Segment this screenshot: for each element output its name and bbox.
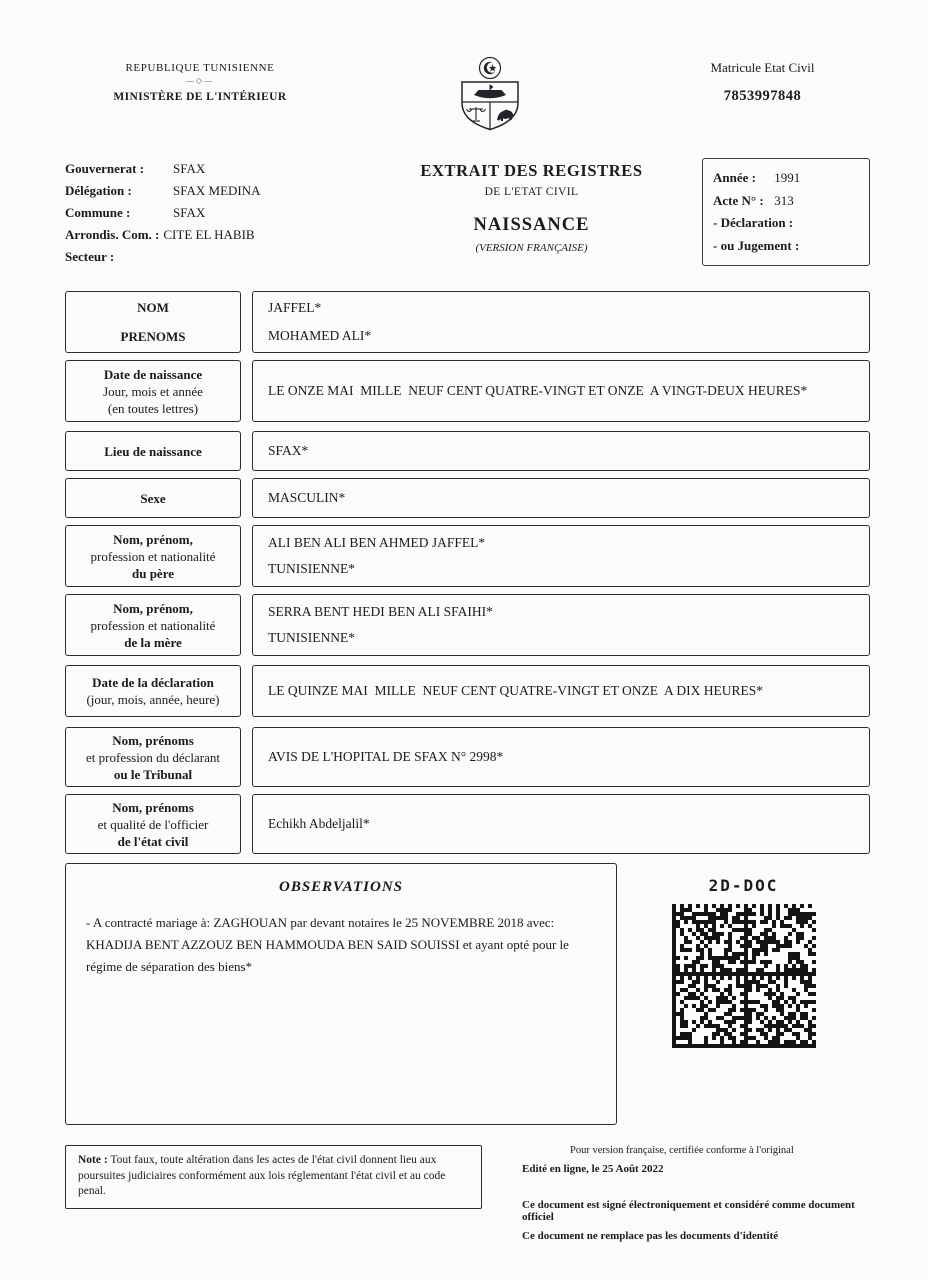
gouvernerat-value: SFAX <box>173 161 206 176</box>
field-row-date-naissance <box>65 360 870 422</box>
title-naissance: NAISSANCE <box>473 215 590 235</box>
coat-of-arms-icon <box>325 56 655 132</box>
field-row-officier <box>65 794 870 854</box>
gouvernerat-label: Gouvernerat : <box>65 161 145 176</box>
field-row-sexe <box>65 478 870 518</box>
ddoc-block <box>617 863 870 1050</box>
field-row-nom-prenoms <box>65 291 870 353</box>
delegation-value: SFAX MEDINA <box>173 183 261 198</box>
matricule-label: Matricule Etat Civil <box>710 60 815 75</box>
lieu-label: Lieu de naissance <box>104 443 202 459</box>
arrondissement-row <box>65 224 361 246</box>
declaration-label: - Déclaration : <box>713 215 794 230</box>
replace-line: Ce document ne remplace pas les documents d'identité <box>522 1230 779 1242</box>
commune-row <box>65 202 361 224</box>
document-header <box>65 56 870 132</box>
date-naissance-value: LE ONZE MAI MILLE NEUF CENT QUATRE-VINGT ET ONZE A VINGT-DEUX HEURES* <box>268 383 808 398</box>
acte-num-label: Acte N° : <box>713 192 764 208</box>
note-text: Tout faux, toute altération dans les actes de l'état civil donnent lieu aux poursuites judiciaires conformément aux lois réglementant l'état civil et au code penal. <box>78 1154 446 1197</box>
declaration-date-value: LE QUINZE MAI MILLE NEUF CENT QUATRE-VINGT ET ONZE A DIX HEURES* <box>268 683 763 698</box>
observations-box <box>65 863 617 1125</box>
mere-label3: de la mère <box>124 634 182 650</box>
mere-label1: Nom, prénom, <box>113 600 193 616</box>
field-row-declarant <box>65 727 870 787</box>
legal-note-box <box>65 1145 482 1209</box>
officier-label2: et qualité de l'officier <box>97 816 209 832</box>
sexe-label: Sexe <box>140 490 166 506</box>
declarant-label3: ou le Tribunal <box>113 766 193 782</box>
nom-label: NOM <box>137 300 169 315</box>
header-left <box>75 56 325 103</box>
footer-section <box>65 1145 870 1242</box>
title-etat-civil: DE L'ETAT CIVIL <box>484 186 579 198</box>
observations-text: - A contracté mariage à: ZAGHOUAN par devant notaires le 25 NOVEMBRE 2018 avec: KHADIJA BENT AZZOUZ BEN HAMMOUDA BEN SAID SOUISSI et ayant opté pour le régime de séparation des biens* <box>86 915 569 974</box>
mere-label2: profession et nationalité <box>90 617 216 633</box>
observations-title: OBSERVATIONS <box>279 879 403 895</box>
acte-num-value: 313 <box>774 192 794 208</box>
delegation-label: Délégation : <box>65 183 132 198</box>
republic-title: REPUBLIQUE TUNISIENNE <box>125 62 275 74</box>
prenoms-label: PRENOMS <box>120 329 186 344</box>
edited-line: Edité en ligne, le 25 Août 2022 <box>522 1163 664 1175</box>
field-row-pere <box>65 525 870 587</box>
field-row-declaration <box>65 665 870 717</box>
officier-label1: Nom, prénoms <box>112 799 194 815</box>
pere-value: ALI BEN ALI BEN AHMED JAFFEL* <box>268 535 486 550</box>
annee-value: 1991 <box>774 170 801 185</box>
secteur-label: Secteur : <box>65 249 115 264</box>
signed-line: Ce document est signé électroniquement et considéré comme document officiel <box>522 1199 855 1223</box>
commune-label: Commune : <box>65 205 131 220</box>
arrondissement-value: CITE EL HABIB <box>163 227 255 242</box>
pere-label2: profession et nationalité <box>90 548 216 564</box>
acte-num-row <box>713 190 859 213</box>
sexe-value: MASCULIN* <box>268 490 346 505</box>
declarant-label2: et profession du déclarant <box>86 749 220 765</box>
title-version: (VERSION FRANÇAISE) <box>475 242 588 254</box>
declaration-date-label: Date de la déclaration <box>92 675 214 690</box>
header-right <box>655 56 870 105</box>
delegation-row <box>65 180 361 202</box>
ornament-divider: —◇— <box>185 76 215 85</box>
acte-box <box>702 158 870 266</box>
commune-value: SFAX <box>173 205 206 220</box>
certify-line: Pour version française, certifiée conforme à l'original <box>570 1145 794 1156</box>
nom-value: JAFFEL* <box>268 300 322 315</box>
declaration-date-sublabel: (jour, mois, année, heure) <box>86 692 220 707</box>
date-naissance-sublabel2: (en toutes lettres) <box>107 400 199 416</box>
pere-nationalite: TUNISIENNE* <box>268 561 355 576</box>
pere-label1: Nom, prénom, <box>113 531 193 547</box>
arrondissement-label: Arrondis. Com. : <box>65 227 160 242</box>
annee-row <box>713 167 859 190</box>
location-block <box>65 158 361 268</box>
lieu-value: SFAX* <box>268 443 309 458</box>
datamatrix-barcode-icon <box>670 902 818 1050</box>
mere-nationalite: TUNISIENNE* <box>268 630 355 645</box>
officier-value: Echikh Abdeljalil* <box>268 816 370 831</box>
observations-section <box>65 863 870 1125</box>
officier-label3: de l'état civil <box>117 833 189 849</box>
mere-value: SERRA BENT HEDI BEN ALI SFAIHI* <box>268 604 493 619</box>
document-title-block <box>361 158 702 254</box>
declarant-value: AVIS DE L'HOPITAL DE SFAX N° 2998* <box>268 749 504 764</box>
matricule-value: 7853997848 <box>723 88 802 104</box>
secteur-row <box>65 246 361 268</box>
jugement-label: - ou Jugement : <box>713 237 800 253</box>
note-label: Note : <box>78 1154 108 1166</box>
ministry-title: MINISTÈRE DE L'INTÉRIEUR <box>113 91 287 103</box>
field-row-mere <box>65 594 870 656</box>
field-row-lieu <box>65 431 870 471</box>
date-naissance-label: Date de naissance <box>103 366 203 382</box>
declarant-label1: Nom, prénoms <box>112 732 194 748</box>
annee-label: Année : <box>713 170 756 185</box>
certification-block <box>522 1145 870 1242</box>
pere-label3: du père <box>131 565 174 581</box>
fields-table <box>65 291 870 854</box>
title-extrait: EXTRAIT DES REGISTRES <box>420 161 643 180</box>
info-section <box>65 158 870 268</box>
ddoc-label: 2D-DOC <box>708 876 779 895</box>
gouvernerat-row <box>65 158 361 180</box>
date-naissance-sublabel1: Jour, mois et année <box>103 383 203 399</box>
prenoms-value: MOHAMED ALI* <box>268 328 372 343</box>
